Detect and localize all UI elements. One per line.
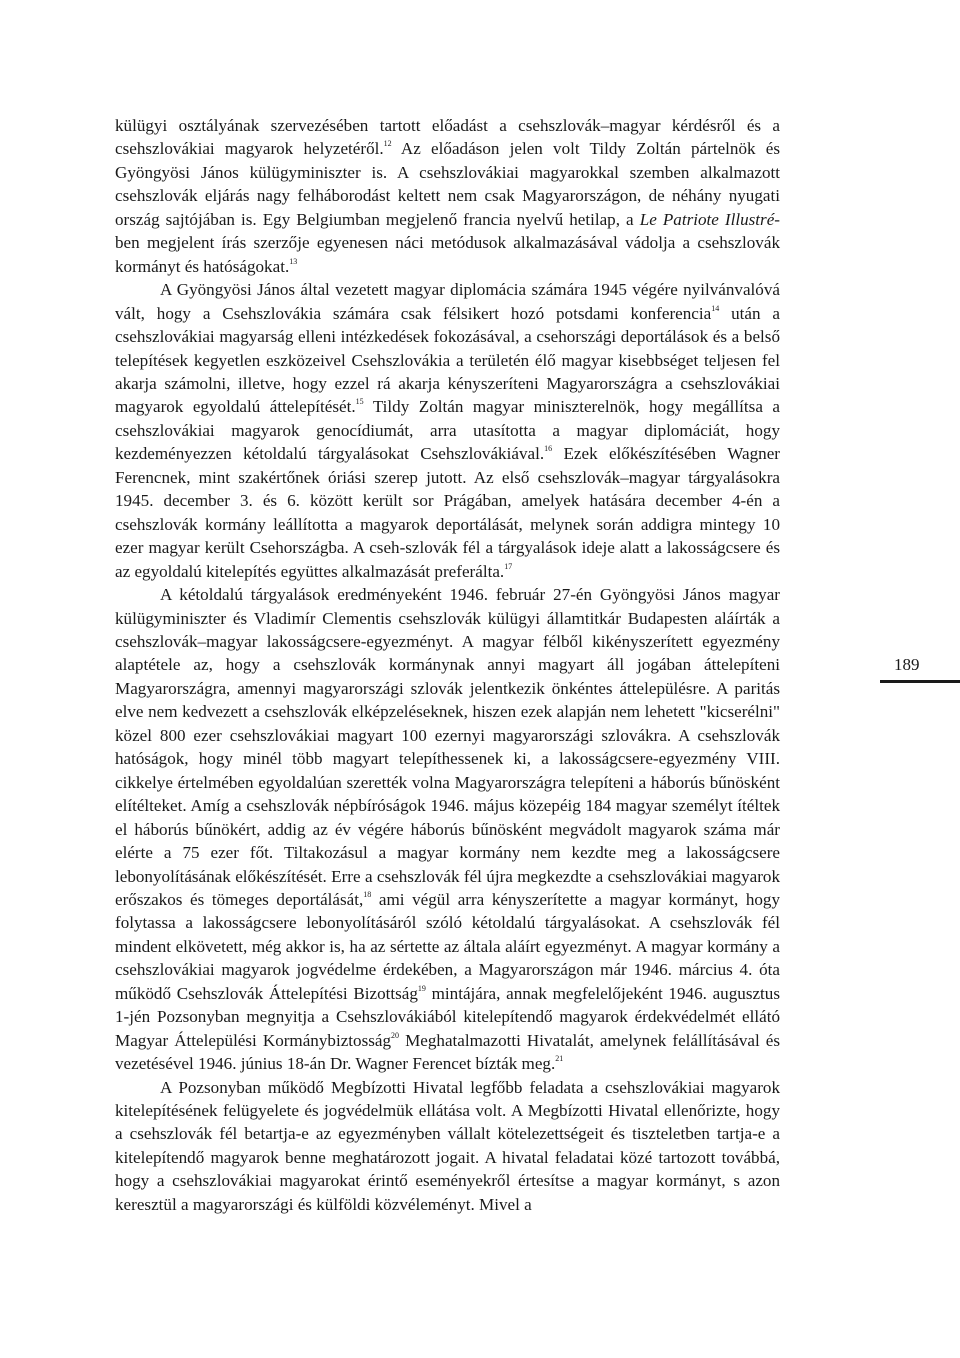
paragraph <box>115 278 780 583</box>
footnote-ref: 17 <box>504 561 513 571</box>
footnote-ref: 19 <box>417 983 426 993</box>
page-number-rule <box>880 680 960 683</box>
paragraph <box>115 1076 780 1217</box>
text-run: Meghatalmazotti Hivatalát, amelynek felállításával és vezetésével 1946. június 18-án Dr. Wagner Ferencet bízták meg. <box>115 1030 780 1074</box>
body-text <box>115 114 780 1216</box>
footnote-ref: 15 <box>355 397 364 407</box>
italic-title: Le Patriote Illustré <box>639 209 775 229</box>
footnote-ref: 16 <box>544 444 553 454</box>
text-run: külügyi osztályának szervezésében tartott előadást a csehszlovák–magyar kérdésről és a csehszlovákiai magyarok helyzetéről. <box>115 116 780 159</box>
page-number: 189 <box>894 655 920 674</box>
text-run: Az előadáson jelen volt Tildy Zoltán pártelnök és Gyöngyösi János külügyminiszter is. A csehszlovákiai magyarokkal szemben alkalmazott csehszlovák eljárás nagy felháborodást keltett nem csak Magyarországon, de néhány nyugati ország sajtójában is. Egy Belgiumban megjelenő francia nyelvű hetilap, a <box>115 139 781 229</box>
text-run: ami végül arra kényszerítette a magyar kormányt, hogy folytassa a lakosságcsere lebonyolításáról szóló kétoldalú tárgyalásokat. A csehszlovák fél mindent elkövetett, még akkor is, ha az sértette az általa aláírt egyezményt. A magyar kormány a csehszlovákiai magyarok jogvédelme érdekében, a Magyarországon már 1946. március 4. óta működő Csehszlovák Áttelepítési Bizottság <box>115 889 781 1003</box>
text-run: A Pozsonyban működő Megbízotti Hivatal legfőbb feladata a csehszlovákiai magyarok kitelepítésének felügyelete és jogvédelmük ellátása volt. A Megbízotti Hivatal ellenőrizte, hogy a csehszlovák fél betartja-e az egyezményben vállalt kötelezettségeit és tiszteletben tartja-e a kitelepítendő magyarok benne meghatározott jogait. A hivatal feladatai közé tartozott továbbá, hogy a csehszlovákiai magyarokat érintő eseményekről értesítse a magyar kormányt, s azon keresztül a magyarországi és külföldi közvéleményt. Mivel a <box>115 1077 780 1214</box>
footnote-ref: 20 <box>391 1030 400 1040</box>
text-run: Tildy Zoltán magyar miniszterelnök, hogy megállítsa a csehszlovákiai magyarok genocídiumát, arra utasította a magyar diplomáciát, hogy kezdeményezzen kétoldalú tárgyalásokat Csehszlovákiával. <box>115 397 780 464</box>
footnote-ref: 18 <box>363 889 372 899</box>
footnote-ref: 21 <box>555 1054 564 1064</box>
footnote-ref: 12 <box>383 139 392 149</box>
footnote-ref: 14 <box>711 303 720 313</box>
paragraph <box>115 114 780 278</box>
text-run: A Gyöngyösi János által vezetett magyar diplomácia számára 1945 végére nyilvánvalóvá vált, hogy a Csehszlovákia számára csak félsikert hozó potsdami konferencia <box>115 280 780 323</box>
text-run: Ezek előkészítésében Wagner Ferencnek, mint szakértőnek óriási szerep jutott. Az első csehszlovák–magyar tárgyalásokra 1945. december 3. és 6. között került sor Prágában, amelyek hatására december 4-én a csehszlovák kormány leállította a magyarok deportálását, melynek során addigra mintegy 10 ezer magyar került Csehországba. A cseh-szlovák fél a tárgyalások ideje alatt a lakosságcsere és az egyoldalú kitelepítés együttes alkalmazását preferálta. <box>115 444 780 581</box>
paragraph <box>115 583 780 1076</box>
text-run: után a csehszlovákiai magyarság elleni intézkedések fokozásával, a csehországi deportálások és a belső telepítések kegyetlen eszközeivel Csehszlovákia a területén élő magyar kisebbséget teljesen fel akarja számolni, illetve, hogy ezzel rá akarja kényszeríteni Magyarországra a csehszlovákiai magyarok egyoldalú áttelepítését. <box>115 303 780 417</box>
text-run: A kétoldalú tárgyalások eredményeként 1946. február 27-én Gyöngyösi János magyar külügyminiszter és Vladimír Clementis csehszlovák külügyi államtitkár Budapesten aláírták a csehszlovák–magyar lakosságcsere-egyezményt. A magyar félből kikényszerített egyezmény alaptétele az, hogy a csehszlovák kormánynak annyi magyart áll jogában áttelepíteni Magyarországra, amennyi magyarországi szlovák jelentkezik önkéntes áttelepülésre. A paritás elve nem kedvezett a csehszlovák elképzeléseknek, hiszen ezek alapján nem lehetett "kicserélni" közel 800 ezer csehszlovákiai magyart 100 ezernyi magyarországi szlovákra. A csehszlovák hatóságok, hogy minél több magyart telepíthessenek ki, a lakosságcsere-egyezmény VIII. cikkelye értelmében egyoldalúan szerették volna Magyarországra telepíteni a háborús bűnösként elítélteket. Amíg a csehszlovák népbíróságok 1946. május közepéig 184 magyar személyt ítéltek el háborús bűnökért, addig az év végére háborús bűnösként megvádolt magyarok száma már elérte a 75 ezer főt. Tiltakozásul a magyar kormány nem kezdte meg a lakosságcsere lebonyolításának előkészítését. Erre a csehszlovák fél újra megkezdte a csehszlovákiai magyarok erőszakos és tömeges deportálását, <box>115 585 780 909</box>
text-run: mintájára, annak megfelelőjeként 1946. augusztus 1-jén Pozsonyban megnyitja a Csehszlovákiából kitelepítendő magyarok érdekvédelmét ellátó Magyar Áttelepülési Kormánybiztosság <box>115 983 781 1050</box>
footnote-ref: 13 <box>289 256 298 266</box>
text-run: -ben megjelent írás szerzője egyenesen náci metódusok alkalmazásával vádolja a csehszlovák kormányt és hatóságokat. <box>115 209 780 276</box>
